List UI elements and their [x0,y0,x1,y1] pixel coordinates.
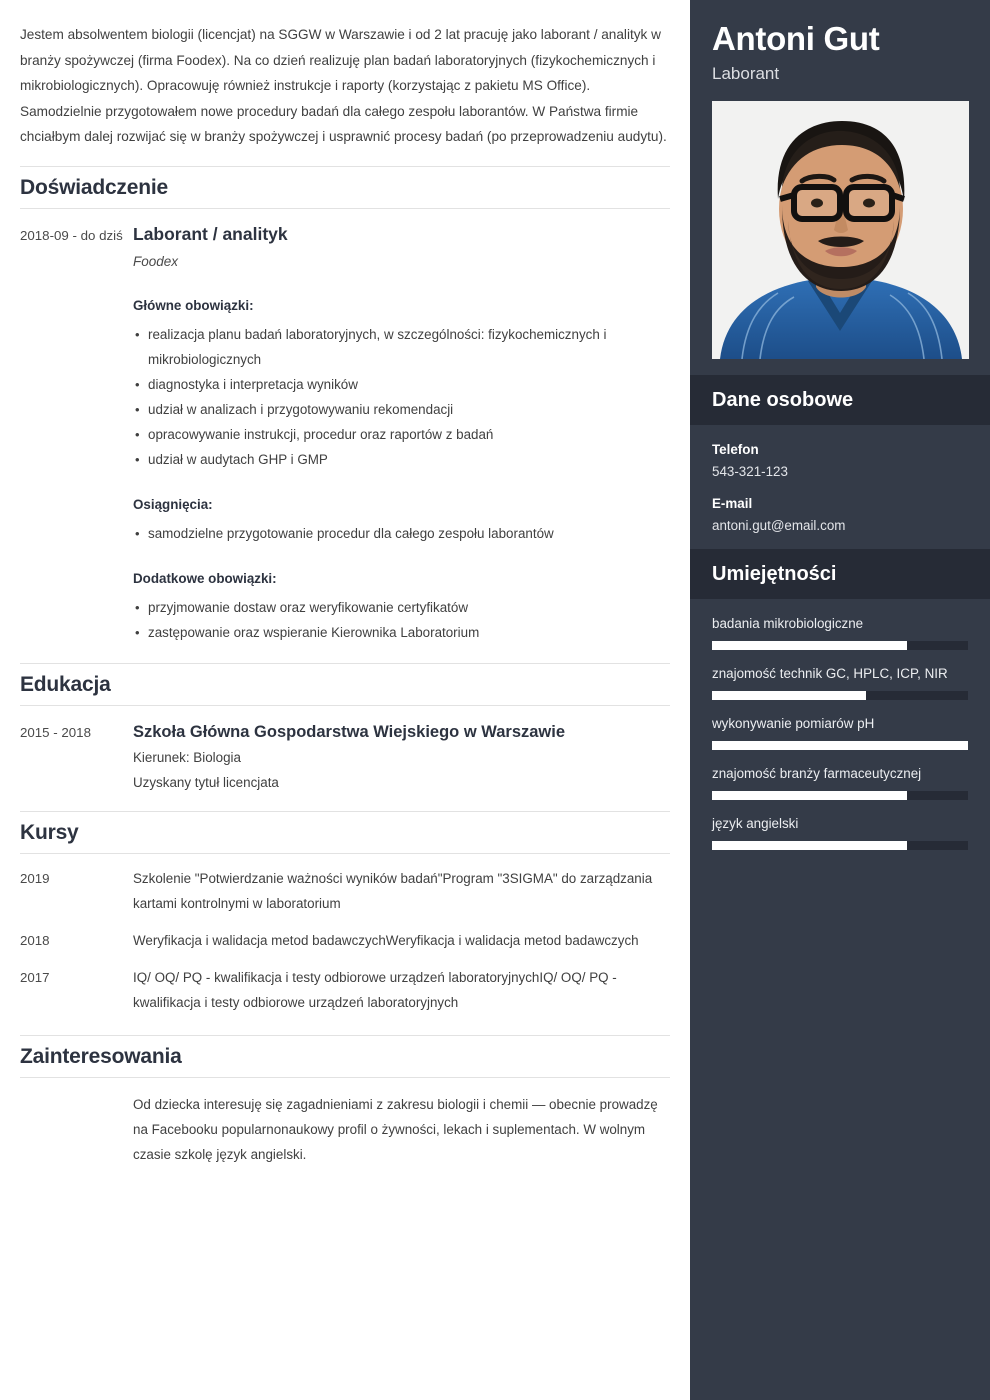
avatar [712,101,969,359]
spacer [20,1092,133,1167]
section-title-education: Edukacja [20,663,670,706]
experience-details [133,223,670,645]
email-value[interactable]: antoni.gut@email.com [712,518,846,533]
section-title-interests: Zainteresowania [20,1035,670,1078]
email-label: E-mail [712,496,753,511]
skill-bar [712,841,968,850]
profile-summary: Jestem absolwentem biologii (licencjat) na SGGW w Warszawie i od 2 lat pracuję jako laborant / analityk w branży spożywczej (firma Foodex). Na co dzień realizuję plan badań laboratoryjnych (fizykochemicznych i mikrobiologicznych). Opracowuję również instrukcje i raporty (korzystając z pakietu MS Office). Samodzielnie przygotowałem nowe procedury badań dla całego zespołu laborantów. W Państwa firmie chciałbym dalej rozwijać się w branży spożywczej i usprawnić procesy badań (po przeprowadzeniu audytu). [20,27,667,144]
portrait-photo-icon [712,101,969,359]
skill-item [712,763,968,800]
list-item: • przyjmowanie dostaw oraz weryfikowanie certyfikatów [133,595,670,620]
skill-bar-fill [712,691,866,700]
spacer [20,645,670,663]
course-year: 2019 [20,870,50,886]
skill-bar-fill [712,791,907,800]
skill-bar [712,791,968,800]
extra-duties-heading: Dodatkowe obowiązki: [133,570,277,586]
section-experience [20,166,670,645]
skill-bar [712,641,968,650]
achievements-heading: Osiągnięcia: [133,496,213,512]
section-courses [20,811,670,1015]
extra-duties-list [133,595,670,645]
duties-list [133,322,670,472]
education-details [133,720,670,795]
skill-item [712,813,968,850]
course-year: 2017 [20,969,50,985]
skill-item [712,613,968,650]
list-item: • zastępowanie oraz wspieranie Kierownika Laboratorium [133,620,670,645]
skill-bar-fill [712,641,907,650]
experience-date: 2018-09 - do dziś [20,227,123,243]
spacer [20,1015,670,1035]
skill-label: wykonywanie pomiarów pH [712,716,875,731]
education-field: Kierunek: Biologia [133,749,241,765]
course-text: Szkolenie "Potwierdzanie ważności wyników badań"Program "3SIGMA" do zarządzania kartami kontrolnymi w laboratorium [133,870,653,911]
experience-company: Foodex [133,253,179,269]
skill-bar [712,741,968,750]
list-item: • samodzielne przygotowanie procedur dla całego zespołu laborantów [133,521,670,546]
course-row [20,953,670,1015]
achievements-list [133,521,670,546]
education-degree: Uzyskany tytuł licencjata [133,774,279,790]
candidate-name: Antoni Gut [712,20,880,57]
list-item: • udział w analizach i przygotowywaniu rekomendacji [133,397,670,422]
list-item: • opracowywanie instrukcji, procedur oraz raportów z badań [133,422,670,447]
skill-label: język angielski [712,816,799,831]
phone-label: Telefon [712,442,759,457]
sidebar-header [690,0,990,359]
candidate-role: Laborant [712,64,780,83]
course-text: Weryfikacja i walidacja metod badawczychWeryfikacja i walidacja metod badawczych [133,932,639,948]
skill-item [712,713,968,750]
section-education [20,663,670,795]
skill-bar [712,691,968,700]
education-school: Szkoła Główna Gospodarstwa Wiejskiego w Warszawie [133,722,566,741]
list-item: • diagnostyka i interpretacja wyników [133,372,670,397]
list-item: • udział w audytach GHP i GMP [133,447,670,472]
skills-list [690,599,990,868]
skill-bar-fill [712,841,907,850]
section-interests [20,1035,670,1167]
interests-body [20,1078,670,1167]
sidebar-personal-body [690,425,990,549]
skill-bar-fill [712,741,968,750]
skill-item [712,663,968,700]
education-date: 2015 - 2018 [20,724,91,740]
skill-label: znajomość branży farmaceutycznej [712,766,922,781]
list-item: • realizacja planu badań laboratoryjnych, w szczególności: fizykochemicznych i mikrobiologicznych [133,322,670,372]
course-row [20,916,670,953]
skill-label: badania mikrobiologiczne [712,616,864,631]
sidebar-section-title-skills: Umiejętności [690,549,990,599]
skill-label: znajomość technik GC, HPLC, ICP, NIR [712,666,948,681]
phone-value[interactable]: 543-321-123 [712,464,788,479]
course-year: 2018 [20,932,50,948]
course-text: IQ/ OQ/ PQ - kwalifikacja i testy odbiorowe urządzeń laboratoryjnychIQ/ OQ/ PQ - kwalifikacja i testy odbiorowe urządzeń laboratoryjnych [133,969,617,1010]
section-title-experience: Doświadczenie [20,166,670,209]
duties-heading: Główne obowiązki: [133,297,254,313]
spacer [20,795,670,811]
cv-sidebar [690,0,990,1400]
interests-text: Od dziecka interesuję się zagadnieniami z zakresu biologii i chemii — obecnie prowadzę na Facebooku popularnonaukowy profil o żywności, lekach i suplementach. W wolnym czasie szkolę język angielski. [133,1096,658,1162]
education-entry [20,706,670,795]
sidebar-section-title-personal: Dane osobowe [690,375,990,425]
experience-position: Laborant / analityk [133,223,288,244]
course-row [20,854,670,916]
section-title-courses: Kursy [20,811,670,854]
experience-entry [20,209,670,645]
